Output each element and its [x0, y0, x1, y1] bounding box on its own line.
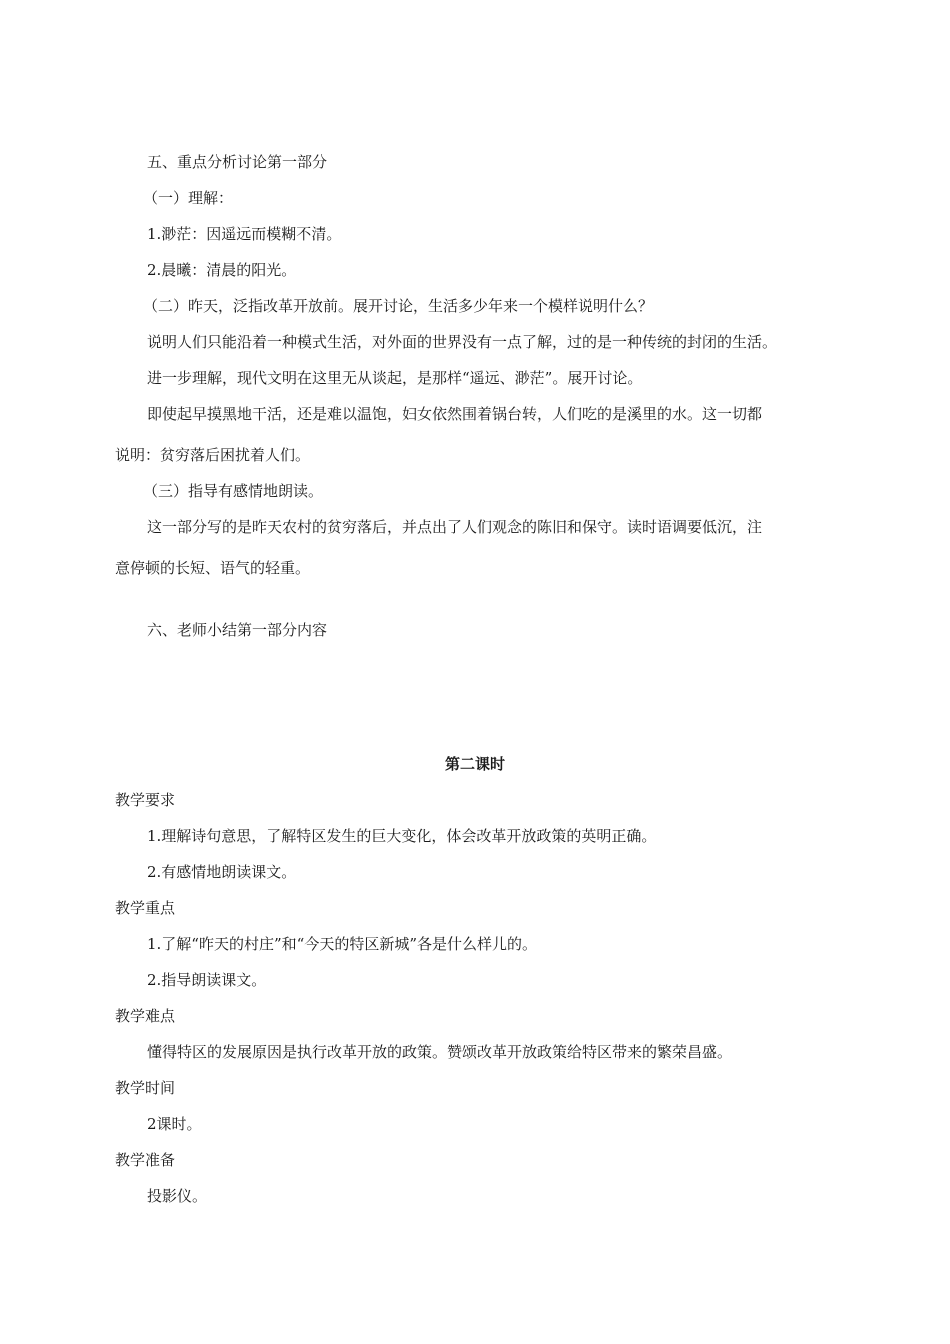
- paragraph-reading-line1: 这一部分写的是昨天农村的贫穷落后，并点出了人们观念的陈旧和保守。读时语调要低沉，注: [147, 518, 763, 536]
- paragraph-poverty-line1: 即使起早摸黑地干活，还是难以温饱，妇女依然围着锅台转，人们吃的是溪里的水。这一切都: [147, 405, 763, 423]
- preparation-text: 投影仪。: [147, 1187, 208, 1205]
- requirement-item-2: 2.有感情地朗读课文。: [147, 863, 297, 881]
- difficulty-text: 懂得特区的发展原因是执行改革开放的政策。赞颂改革开放政策给特区带来的繁荣昌盛。: [147, 1043, 733, 1061]
- time-text: 2课时。: [147, 1115, 202, 1133]
- label-teaching-requirements: 教学要求: [115, 791, 176, 809]
- definition-item-2: 2.晨曦：清晨的阳光。: [147, 261, 297, 279]
- label-teaching-difficulty: 教学难点: [115, 1007, 176, 1025]
- subheading-reading-guidance: （三）指导有感情地朗读。: [143, 482, 324, 500]
- section-heading-6: 六、老师小结第一部分内容: [147, 621, 328, 639]
- focus-item-1: 1.了解“昨天的村庄”和“今天的特区新城”各是什么样儿的。: [147, 935, 537, 953]
- subheading-understanding: （一）理解：: [143, 189, 234, 207]
- section-heading-5: 五、重点分析讨论第一部分: [147, 153, 328, 171]
- paragraph-reading-line2: 意停顿的长短、语气的轻重。: [115, 559, 311, 577]
- focus-item-2: 2.指导朗读课文。: [147, 971, 267, 989]
- paragraph-poverty-line2: 说明：贫穷落后困扰着人们。: [115, 446, 311, 464]
- paragraph-further-understanding: 进一步理解，现代文明在这里无从谈起，是那样“遥远、渺茫”。展开讨论。: [147, 369, 643, 387]
- definition-item-1: 1.渺茫：因遥远而模糊不清。: [147, 225, 342, 243]
- subheading-discussion: （二）昨天，泛指改革开放前。展开讨论，生活多少年来一个模样说明什么？: [143, 297, 654, 315]
- label-teaching-focus: 教学重点: [115, 899, 176, 917]
- lesson-title: 第二课时: [444, 755, 505, 773]
- requirement-item-1: 1.理解诗句意思，了解特区发生的巨大变化，体会改革开放政策的英明正确。: [147, 827, 657, 845]
- paragraph-explanation: 说明人们只能沿着一种模式生活，对外面的世界没有一点了解，过的是一种传统的封闭的生活。: [147, 333, 778, 351]
- label-teaching-preparation: 教学准备: [115, 1151, 176, 1169]
- label-teaching-time: 教学时间: [115, 1079, 176, 1097]
